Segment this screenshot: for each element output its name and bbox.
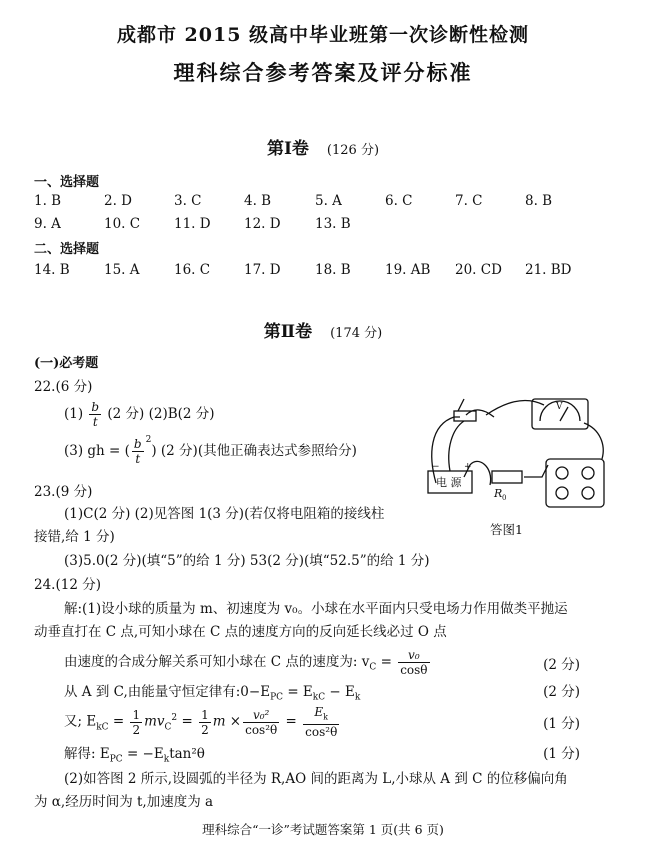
wire-left <box>432 417 460 483</box>
dial-2 <box>582 467 594 479</box>
q22-l1-suffix: (2 分) (2)B(2 分) <box>107 406 215 422</box>
wire-resistor-box <box>524 465 548 477</box>
q24-para4: 为 α,经历时间为 t,加速度为 a <box>34 794 214 810</box>
eq4-mid: = −E <box>122 746 164 762</box>
q24-heading: 24.(12 分) <box>34 577 101 593</box>
eq1-sub: C <box>369 662 377 673</box>
q23-line2: 接错,给 1 分) <box>34 529 115 545</box>
required-label: (一)必考题 <box>34 356 99 371</box>
part2-points: (174 分) <box>330 326 383 341</box>
eq3-mid1-sub: C <box>164 722 172 733</box>
dial-1 <box>556 467 568 479</box>
svg-text:+: + <box>464 462 472 472</box>
group1-label: 一、选择题 <box>34 175 100 190</box>
answer-cell: 20. CD <box>455 262 502 278</box>
eq1-den: cosθ <box>400 663 428 677</box>
q22-l3-exp: 2 <box>145 434 152 445</box>
document-title: 成都市 2015 级高中毕业班第一次诊断性检测 <box>116 24 530 46</box>
eq3-frac3 <box>243 708 279 737</box>
eq3-f3-num: v₀² <box>243 708 279 723</box>
q22-l3-prefix: (3) gh = ( <box>64 443 130 459</box>
q23-line3: (3)5.0(2 分)(填“5”的给 1 分) 53(2 分)(填“52.5”的给 1 分) <box>64 553 430 569</box>
eq3-eq1: = <box>108 713 129 730</box>
eq3-f2-den: 2 <box>201 722 209 737</box>
answer-cell: 18. B <box>315 262 351 278</box>
answer-cell: 4. B <box>244 193 272 209</box>
document-subtitle: 理科综合参考答案及评分标准 <box>173 60 473 85</box>
eq4-end: tan²θ <box>169 746 205 762</box>
dial-3 <box>556 487 568 499</box>
q24-para2: 动垂直打在 C 点,可知小球在 C 点的速度方向的反向延长线必过 O 点 <box>34 624 447 640</box>
answer-row-1 <box>34 193 634 211</box>
answer-cell: 9. A <box>34 216 61 232</box>
eq2-mid: = E <box>283 684 313 700</box>
q22-l1-num: b <box>91 400 100 414</box>
switch-body <box>454 411 476 421</box>
voltmeter-label: V <box>556 402 563 412</box>
eq3-f2-num: 1 <box>201 707 209 722</box>
q24-eq3 <box>64 705 341 739</box>
eq3-f3-den: cos²θ <box>245 722 278 737</box>
eq3-m: m × <box>212 713 242 730</box>
eq1-num: v₀ <box>398 648 429 663</box>
eq2-end: − E <box>325 684 355 700</box>
answer-cell: 10. C <box>104 216 141 232</box>
q23-heading: 23.(9 分) <box>34 484 93 500</box>
q24-eq4 <box>64 742 205 765</box>
eq2-sub1: PC <box>270 692 284 703</box>
switch-lever <box>458 399 464 411</box>
eq4-sub1: PC <box>109 754 123 765</box>
svg-text:−: − <box>432 462 440 472</box>
eq3-f1-den: 2 <box>132 722 141 737</box>
eq2-text: 从 A 到 C,由能量守恒定律有:0−E <box>64 684 271 700</box>
q22-line3 <box>64 434 357 466</box>
eq3-f4-num: E <box>314 705 324 719</box>
answer-row-3 <box>34 262 634 280</box>
eq1-score: (2 分) <box>543 657 580 673</box>
page-footer: 理科综合“一诊”考试题答案第 1 页(共 6 页) <box>202 822 444 837</box>
eq2-sub3: k <box>354 692 361 703</box>
eq3-frac4 <box>303 705 339 739</box>
resistor-label: R <box>494 487 503 500</box>
answer-cell: 16. C <box>174 262 211 278</box>
q22-heading: 22.(6 分) <box>34 379 93 395</box>
eq3-eq3: = <box>281 713 302 730</box>
answer-cell: 17. D <box>244 262 281 278</box>
eq3-mid1-sup: 2 <box>171 713 178 724</box>
part1-heading <box>0 134 646 159</box>
q22-l1-fraction <box>89 400 101 429</box>
q22-l1-prefix: (1) <box>64 406 84 422</box>
q23-line1: (1)C(2 分) (2)见答图 1(3 分)(若仅将电阻箱的接线柱 <box>64 506 385 522</box>
resistor-subscript: 0 <box>502 494 507 502</box>
eq3-eq2: = <box>177 713 198 730</box>
resistor-body <box>492 471 522 483</box>
answer-cell: 6. C <box>385 193 413 209</box>
eq4-text: 解得: E <box>64 746 110 762</box>
q24-para1: 解:(1)设小球的质量为 m、初速度为 v₀。小球在水平面内只受电场力作用做类平抛运 <box>64 601 568 617</box>
part2-heading <box>0 317 646 342</box>
eq3-score: (1 分) <box>543 716 580 732</box>
eq1-eq: = <box>376 654 397 670</box>
q22-line1 <box>64 400 215 429</box>
part1-points: (126 分) <box>326 143 380 158</box>
q24-eq2 <box>64 680 360 703</box>
q22-l3-suffix: ) (2 分)(其他正确表达式参照给分) <box>151 443 357 459</box>
q24-para3: (2)如答图 2 所示,设圆弧的半径为 R,AO 间的距离为 L,小球从 A 到 C 的位移偏向角 <box>64 771 568 787</box>
answer-cell: 8. B <box>525 193 553 209</box>
figure-caption: 答图1 <box>490 522 523 537</box>
part1-title: 第Ⅰ卷 <box>266 139 309 159</box>
eq3-mid1: mv <box>144 713 165 730</box>
q24-eq1 <box>64 648 432 677</box>
eq1-text: 由速度的合成分解关系可知小球在 C 点的速度为: v <box>64 654 370 670</box>
eq2-sub2: kC <box>312 692 326 703</box>
answer-cell: 2. D <box>104 193 132 209</box>
answer-cell: 5. A <box>315 193 342 209</box>
answer-row-2 <box>34 216 634 234</box>
resistance-box <box>546 459 604 507</box>
eq1-fraction <box>398 648 429 677</box>
battery-label: 电 源 <box>436 476 462 489</box>
answer-cell: 21. BD <box>525 262 572 278</box>
dial-4 <box>582 487 594 499</box>
answer-cell: 15. A <box>104 262 140 278</box>
eq4-score: (1 分) <box>543 746 580 762</box>
answer-cell: 1. B <box>34 193 62 209</box>
q22-l3-num: b <box>133 437 142 451</box>
answer-cell: 13. B <box>315 216 351 232</box>
wire-top <box>486 400 544 415</box>
eq3-f4-den: cos²θ <box>305 725 338 740</box>
eq3-f4-num-sub: k <box>323 712 329 722</box>
answer-cell: 3. C <box>174 193 202 209</box>
eq3-sub: kC <box>96 722 109 733</box>
eq4-sub2: k <box>163 754 170 765</box>
eq3-frac2 <box>199 708 211 737</box>
eq3-f1-num: 1 <box>132 707 141 722</box>
eq3-f4-num-wrap <box>303 705 339 725</box>
answer-cell: 19. AB <box>385 262 431 278</box>
eq3-pre: 又; E <box>64 713 97 730</box>
circuit-diagram <box>424 385 616 515</box>
group2-label: 二、选择题 <box>34 242 100 257</box>
answer-cell: 12. D <box>244 216 281 232</box>
part2-title: 第Ⅱ卷 <box>263 322 313 342</box>
q22-l3-den: t <box>135 452 141 466</box>
answer-cell: 7. C <box>455 193 483 209</box>
answer-cell: 11. D <box>174 216 211 232</box>
eq2-score: (2 分) <box>543 684 580 700</box>
q22-l1-den: t <box>92 415 98 429</box>
answer-cell: 14. B <box>34 262 70 278</box>
q22-l3-fraction <box>132 437 144 466</box>
eq3-frac1 <box>130 708 142 737</box>
